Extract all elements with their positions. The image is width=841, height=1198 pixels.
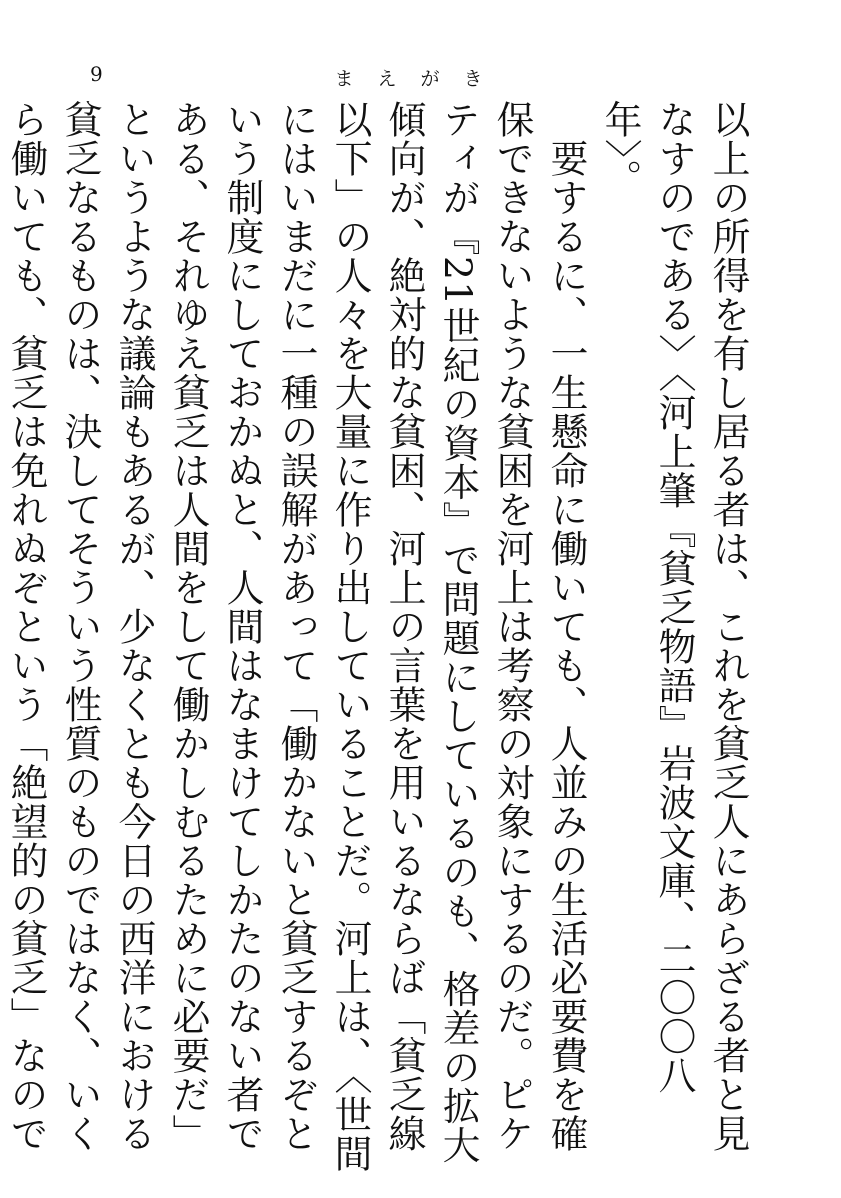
vertical-body-text: 以上の所得を有し居る者は、これを貧乏人にあらざる者と見なすのである〉〈河上肇『貧乏物語』岩波文庫、二〇〇八年〉。 要するに、一生懸命に働いても、人並みの生活必要費を確保できないような貧困を河上は考察の対象にするのだ。ピケティが『21世紀の資本』で問題にしているのも、格差の拡大傾向が、絶対的な貧困、河上の言葉を用いるならば「貧乏線以下」の人々を大量に作り出していることだ。河上は、〈世間にはいまだに一種の誤解があって「働かないと貧乏するぞという制度にしておかぬと、人間はなまけてしかたのない者である、それゆえ貧乏は人間をして働かしむるために必要だ」というような議論もあるが、少なくとも今日の西洋における貧乏なるものは、決してそういう性質のものではなく、いくら働いても、貧乏は免れぬぞという「絶望的の貧乏」なので: [4, 100, 750, 1174]
page-number: 9: [90, 62, 103, 86]
running-head: まえがき: [334, 68, 507, 90]
